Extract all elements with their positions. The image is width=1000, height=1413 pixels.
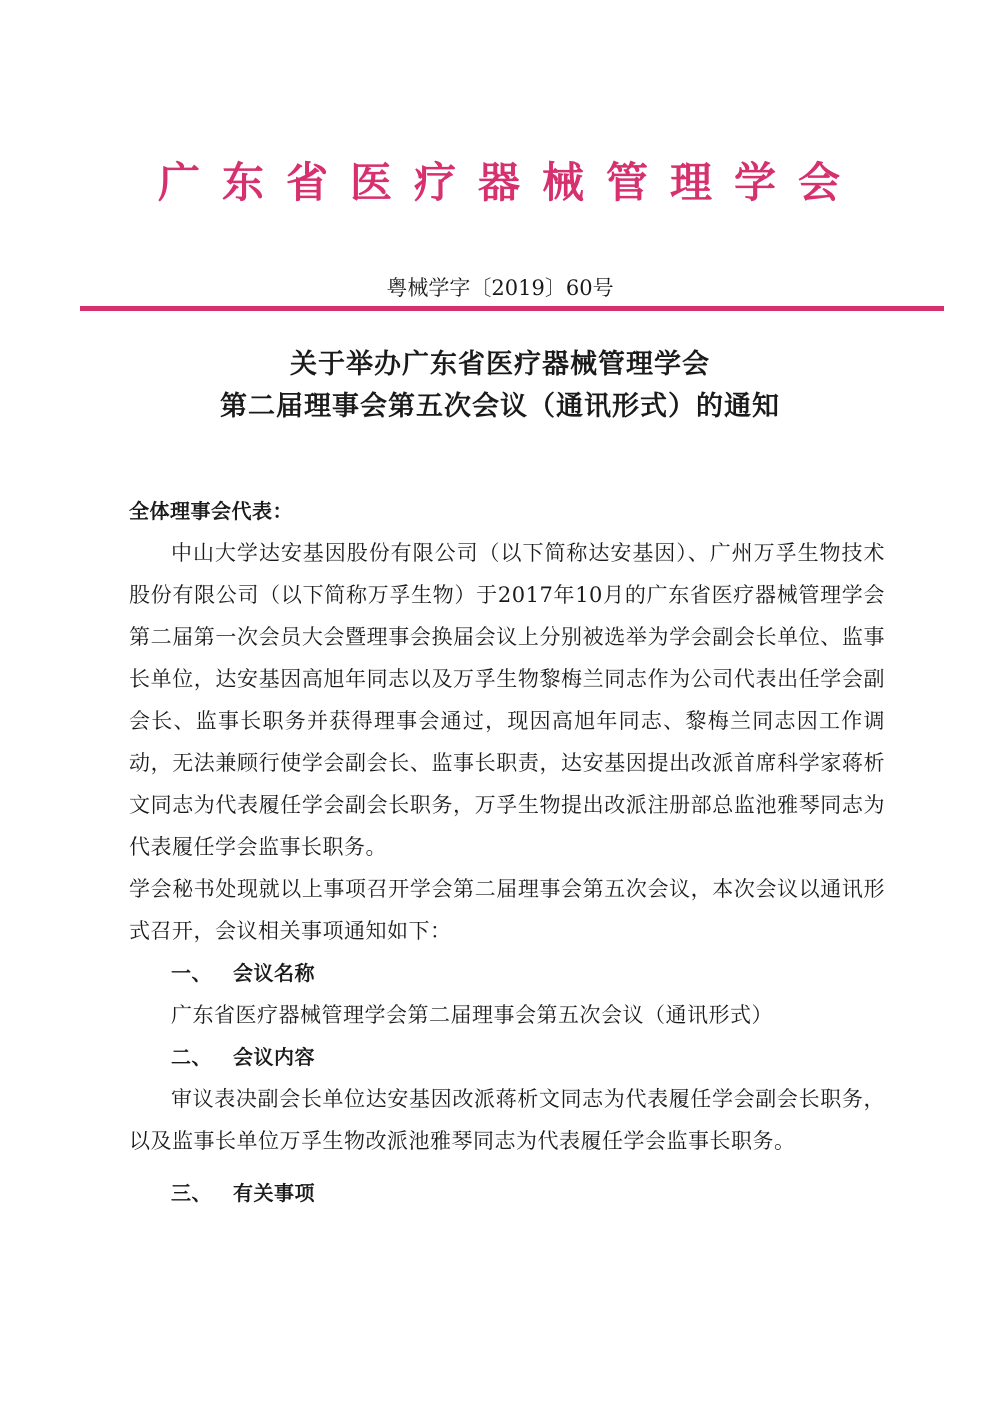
org-letterhead: 广东省医疗器械管理学会 [157,158,862,207]
notice-title-line-2: 第二届理事会第五次会议（通讯形式）的通知 [220,391,780,422]
section-title: 会议名称 [233,961,315,985]
section-heading-1 [129,952,885,994]
intro-paragraph-continued: 学会秘书处现就以上事项召开学会第二届理事会第五次会议，本次会议以通讯形式召开，会议相关事项通知如下： [129,877,885,943]
section-title: 有关事项 [233,1181,315,1205]
intro-paragraph: 中山大学达安基因股份有限公司（以下简称达安基因）、广州万孚生物技术股份有限公司（以下简称万孚生物）于2017年10月的广东省医疗器械管理学会第二届第一次会员大会暨理事会换届会议上分别被选举为学会副会长单位、监事长单位，达安基因高旭年同志以及万孚生物黎梅兰同志作为公司代表出任学会副会长、监事长职务并获得理事会通过，现因高旭年同志、黎梅兰同志因工作调动，无法兼顾行使学会副会长、监事长职责，达安基因提出改派首席科学家蒋析文同志为代表履任学会副会长职务，万孚生物提出改派注册部总监池雅琴同志为代表履任学会监事长职务。 [129,541,885,859]
document-number: 粤械学字〔2019〕60号 [386,276,614,300]
section-number: 三、 [171,1181,212,1205]
section-heading-2 [129,1036,885,1078]
section-text-2: 审议表决副会长单位达安基因改派蒋析文同志为代表履任学会副会长职务，以及监事长单位万孚生物改派池雅琴同志为代表履任学会监事长职务。 [129,1087,885,1153]
section-heading-3 [129,1172,885,1214]
notice-body [129,490,885,1214]
section-title: 会议内容 [233,1045,315,1069]
section-text-1: 广东省医疗器械管理学会第二届理事会第五次会议（通讯形式） [171,1003,773,1027]
salutation: 全体理事会代表： [129,499,293,523]
section-number: 一、 [171,961,212,985]
letterhead-divider [80,306,944,311]
notice-title-line-1: 关于举办广东省医疗器械管理学会 [290,349,710,380]
section-number: 二、 [171,1045,212,1069]
